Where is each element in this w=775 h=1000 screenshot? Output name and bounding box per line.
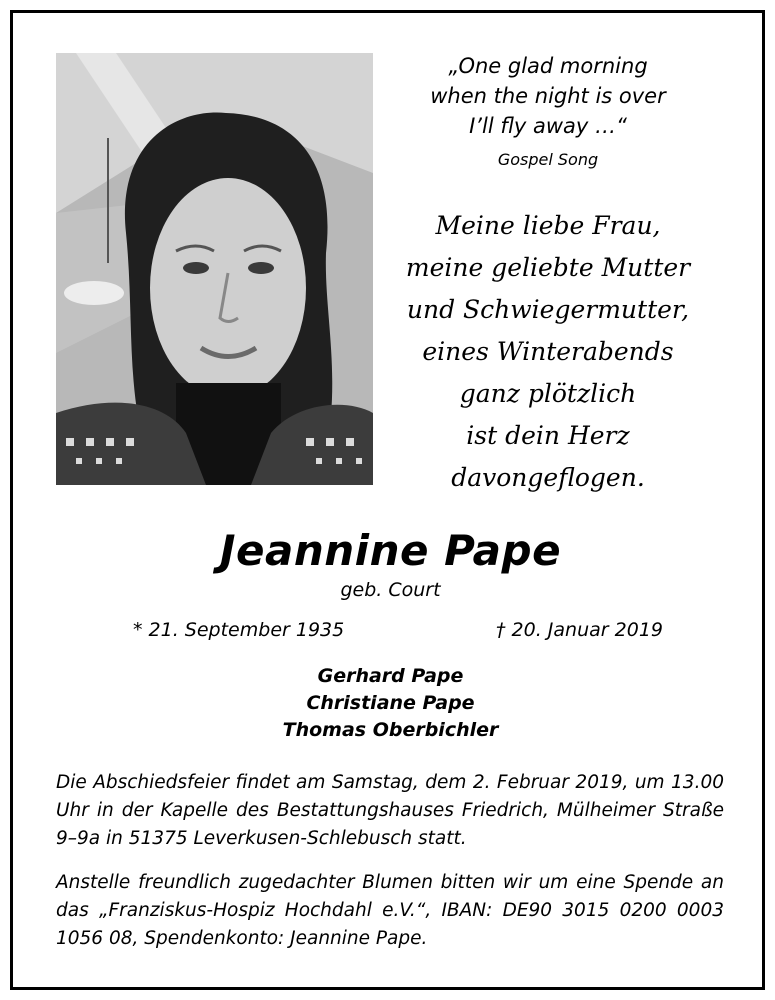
verse-line: meine geliebte Mutter — [405, 253, 691, 282]
mourner-name: Thomas Oberbichler — [282, 719, 499, 741]
mourners-list — [13, 663, 768, 744]
verse-line: ganz plötzlich — [459, 379, 637, 408]
portrait-illustration — [56, 53, 373, 485]
portrait-photo — [56, 53, 373, 485]
maiden-name: geb. Court — [340, 579, 441, 601]
verse-line: und Schwiegermutter, — [406, 295, 690, 324]
birth-date: * 21. September 1935 — [133, 619, 345, 641]
quote-line: „One glad morning — [448, 54, 648, 78]
mourner-name: Gerhard Pape — [317, 665, 464, 687]
mourner-name: Christiane Pape — [306, 692, 475, 714]
quote-line: I’ll fly away …“ — [469, 114, 627, 138]
verse-line: ist dein Herz — [466, 421, 630, 450]
quote-source: Gospel Song — [497, 150, 599, 169]
life-dates — [133, 619, 663, 641]
verse-line: davongeflogen. — [451, 463, 645, 492]
epigraph-quote — [398, 51, 698, 171]
memorial-verse — [388, 205, 708, 499]
deceased-name: Jeannine Pape — [219, 526, 562, 575]
verse-line: Meine liebe Frau, — [435, 211, 661, 240]
death-date: † 20. Januar 2019 — [496, 619, 663, 641]
quote-line: when the night is over — [430, 84, 666, 108]
obituary-frame — [10, 10, 765, 990]
ceremony-notice: Die Abschiedsfeier findet am Samstag, dem 2. Februar 2019, um 13.00 Uhr in der Kapelle des Bestattungshauses Friedrich, Mülheimer Straße 9–9a in 51375 Leverkusen-Schlebusch statt. — [56, 772, 724, 849]
verse-line: eines Winterabends — [422, 337, 674, 366]
donation-notice: Anstelle freundlich zugedachter Blumen bitten wir um eine Spende an das „Franziskus-Hospiz Hochdahl e.V.“, IBAN: DE90 3015 0200 0003 1056 08, Spendenkonto: Jeannine Pape. — [56, 872, 724, 949]
